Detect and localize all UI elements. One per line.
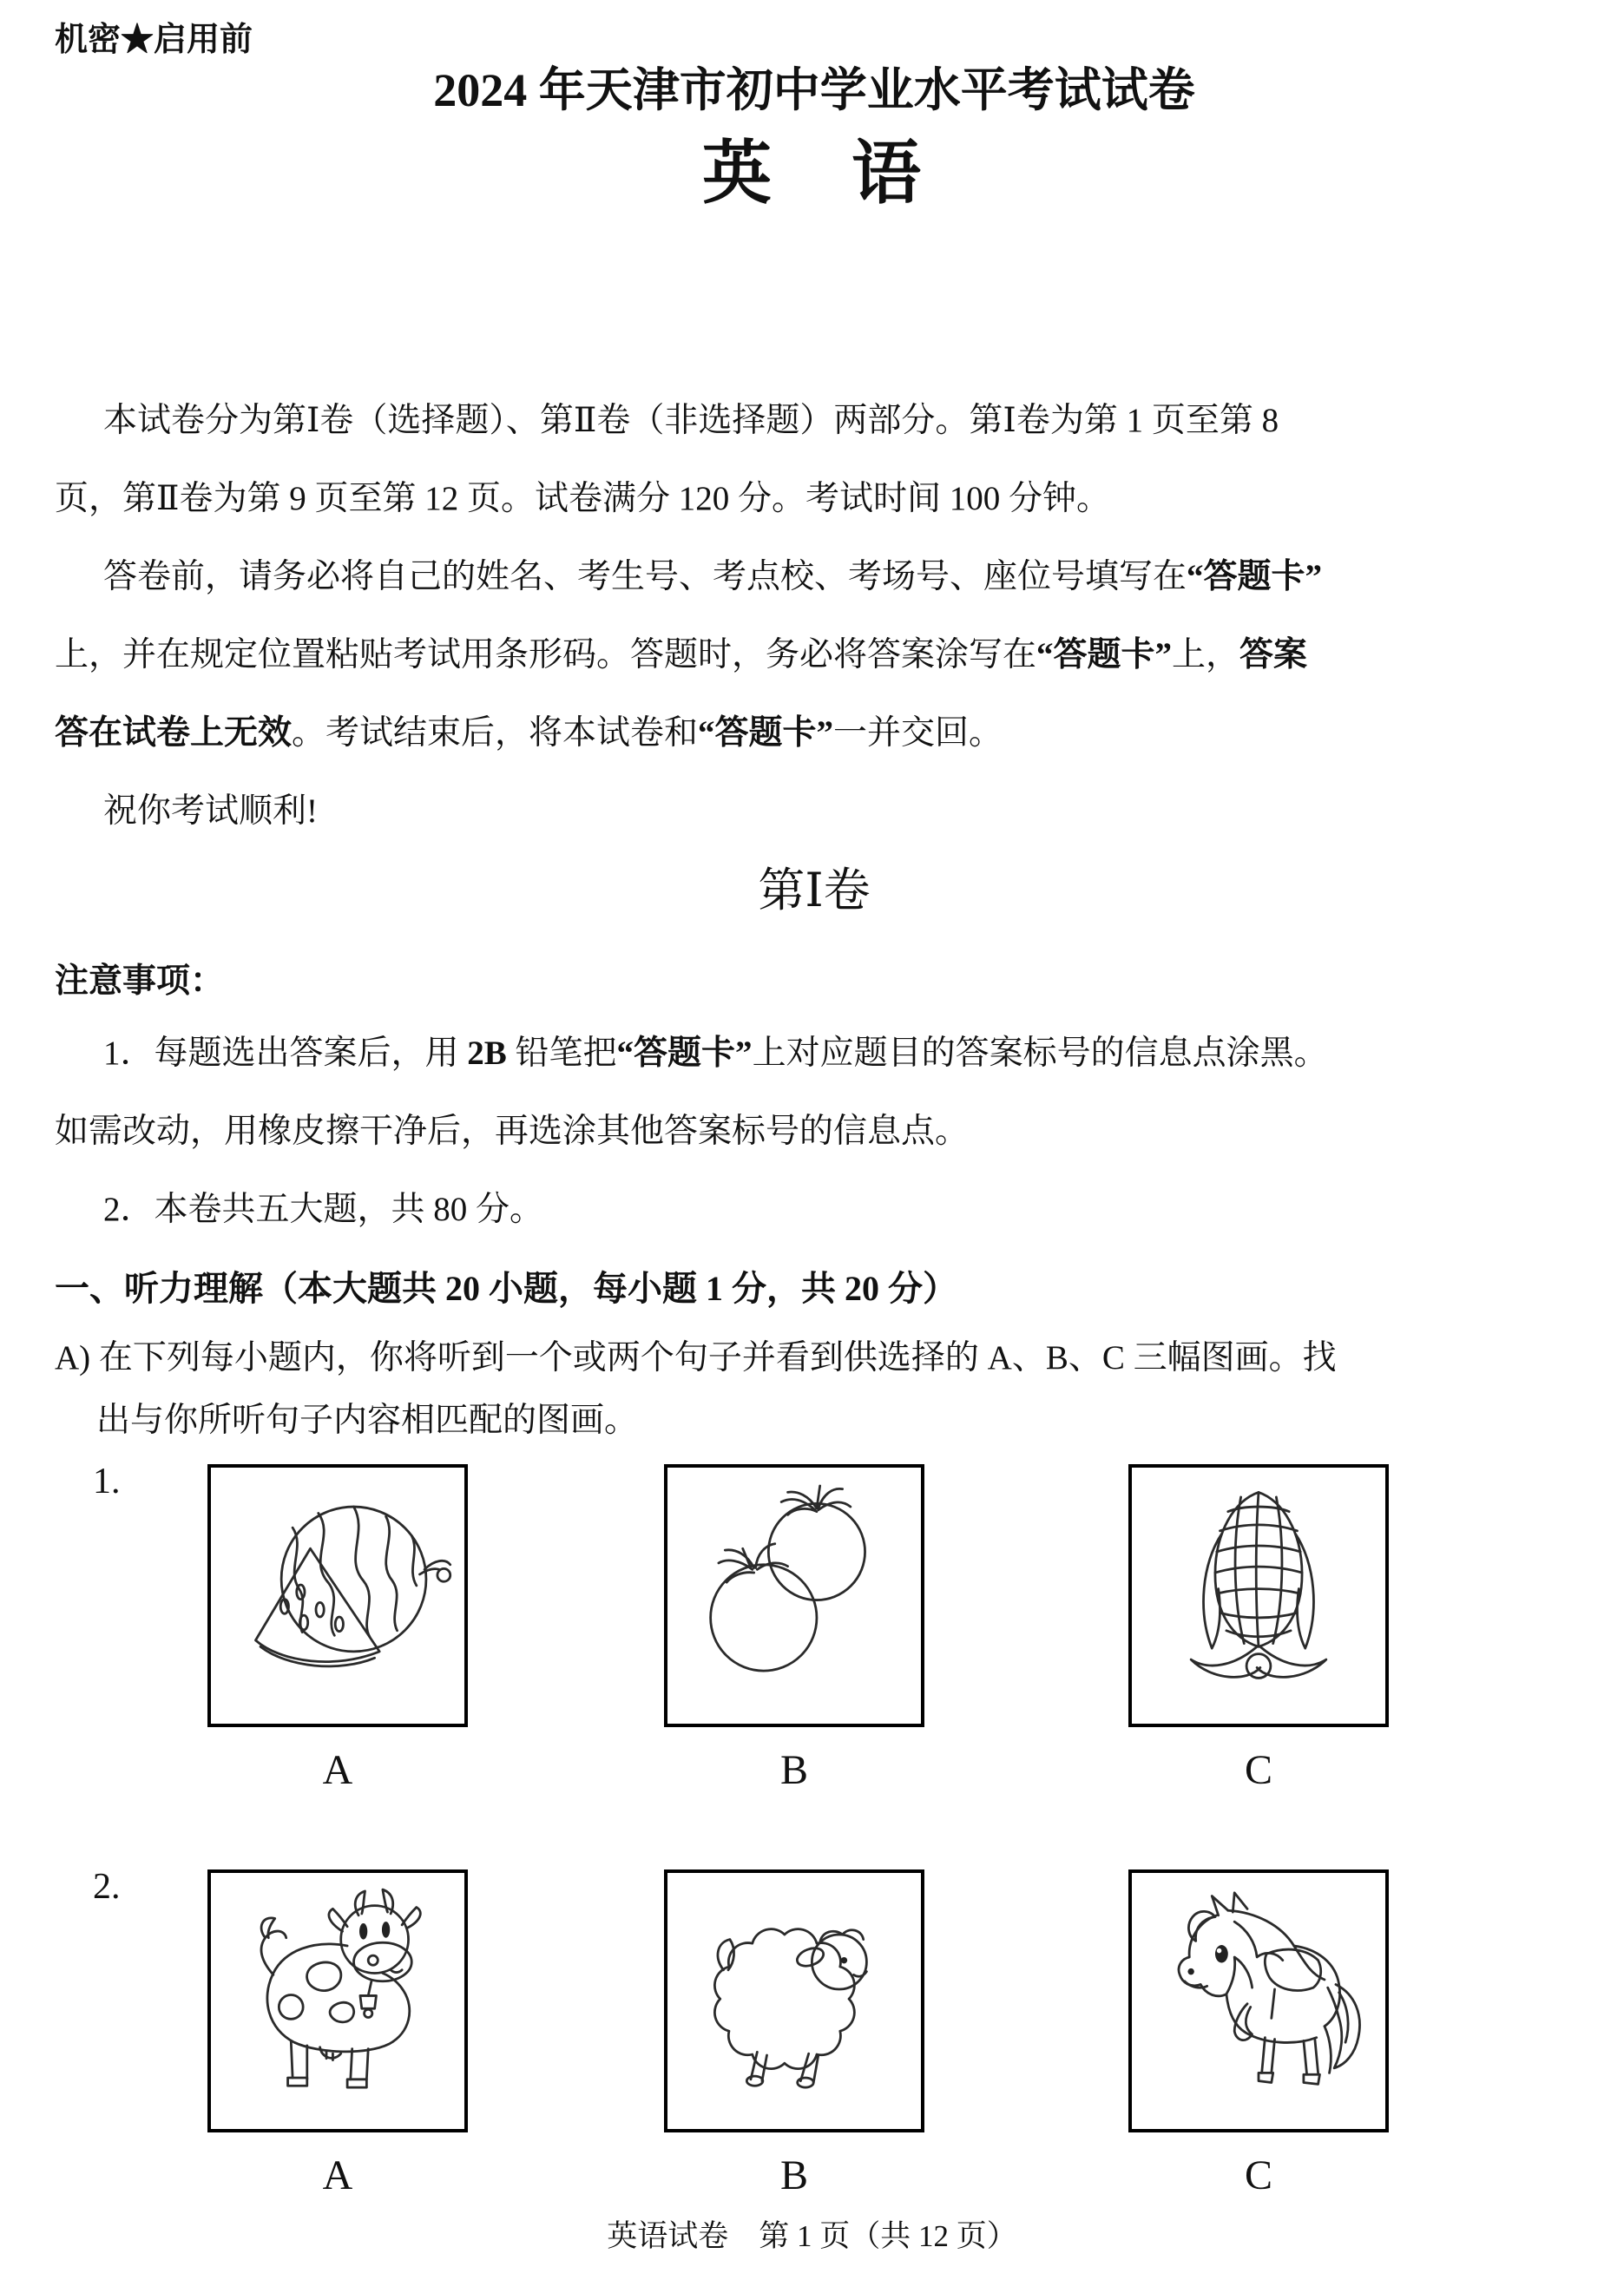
- question-1: [55, 1461, 1574, 1795]
- intro-p2-line2: [55, 616, 1574, 694]
- option-label: A: [322, 2152, 353, 2198]
- question-2-option-b: [664, 1869, 924, 2200]
- option-image-box: [207, 1464, 468, 1727]
- listening-section-heading: 一、听力理解（本大题共 20 小题，每小题 1 分，共 20 分）: [55, 1268, 957, 1308]
- tomatoes-icon: [674, 1475, 915, 1716]
- note1-line1: [55, 1015, 1574, 1093]
- note2-line: 2．本卷共五大题，共 80 分。: [103, 1190, 544, 1228]
- intro-p2-line1: [55, 538, 1574, 616]
- good-luck-line: 祝你考试顺利!: [103, 792, 318, 830]
- note-text: 1．每题选出答案后，用: [103, 1034, 468, 1072]
- notice-heading: 注意事项：: [55, 962, 225, 1000]
- option-label: B: [779, 2152, 808, 2198]
- sheep-icon: [674, 1880, 915, 2121]
- option-image-box: [1128, 1869, 1389, 2132]
- option-label: A: [322, 1746, 353, 1793]
- answer-card-bold: “答题卡”: [1187, 558, 1323, 595]
- answer-card-bold: “答题卡”: [698, 714, 834, 752]
- question-1-option-a: [207, 1464, 468, 1795]
- security-notice: 机密★启用前: [55, 22, 253, 58]
- note-text: 铅笔把: [506, 1034, 617, 1072]
- intro-text: 。考试结束后，将本试卷和: [292, 714, 699, 752]
- intro-text: 上，并在规定位置粘贴考试用条形码。答题时，务必将答案涂写在: [55, 636, 1037, 673]
- exam-title: 2024 年天津市初中学业水平考试试卷: [433, 64, 1195, 116]
- question-2: [55, 1866, 1574, 2200]
- option-image-box: [664, 1869, 924, 2132]
- option-label: C: [1244, 1746, 1272, 1793]
- part-a-line1: A) 在下列每小题内，你将听到一个或两个句子并看到供选择的 A、B、C 三幅图画。找: [55, 1338, 1337, 1377]
- horse-icon: [1138, 1880, 1379, 2121]
- note1-line2: 如需改动，用橡皮擦干净后，再选涂其他答案标号的信息点。: [55, 1112, 970, 1150]
- intro-p2-line3: [55, 694, 1574, 772]
- intro-p1-line1: 本试卷分为第Ⅰ卷（选择题）、第Ⅱ卷（非选择题）两部分。第Ⅰ卷为第 1 页至第 8: [103, 402, 1279, 439]
- question-1-option-c: [1128, 1464, 1389, 1795]
- question-2-option-a: [207, 1869, 468, 2200]
- intro-text: 上，: [1172, 636, 1240, 673]
- option-label: B: [779, 1746, 808, 1793]
- option-label: C: [1244, 2152, 1272, 2198]
- cow-icon: [217, 1880, 458, 2121]
- question-2-option-c: [1128, 1869, 1389, 2200]
- intro-text: 一并交回。: [833, 714, 1003, 752]
- intro-text: 答卷前，请务必将自己的姓名、考生号、考点校、考场号、座位号填写在: [103, 558, 1187, 595]
- option-image-box: [664, 1464, 924, 1727]
- part-a-instructions: [55, 1327, 1574, 1452]
- option-image-box: [1128, 1464, 1389, 1727]
- answer-card-bold: “答题卡”: [616, 1034, 753, 1072]
- question-number: 1.: [93, 1461, 121, 1501]
- page-footer: 英语试卷 第 1 页（共 12 页）: [607, 2219, 1017, 2253]
- answer-card-bold: “答题卡”: [1036, 636, 1173, 673]
- watermelon-icon: [217, 1475, 458, 1716]
- part1-heading: 第Ⅰ卷: [758, 864, 871, 917]
- invalid-answer-bold: 答案: [1239, 636, 1308, 673]
- part-a-line2: 出与你所听句子内容相匹配的图画。: [96, 1401, 639, 1439]
- question-1-option-b: [664, 1464, 924, 1795]
- option-image-box: [207, 1869, 468, 2132]
- question-number: 2.: [93, 1866, 121, 1907]
- corn-icon: [1138, 1475, 1379, 1716]
- intro-p1-line2: 页，第Ⅱ卷为第 9 页至第 12 页。试卷满分 120 分。考试时间 100 分钟。: [55, 480, 1111, 517]
- pencil-2b-bold: 2B: [467, 1034, 507, 1072]
- intro-section: [55, 382, 1574, 851]
- note-text: 上对应题目的答案标号的信息点涂黑。: [752, 1034, 1328, 1072]
- notes-section: [55, 1015, 1574, 1249]
- subject-title: 英 语: [702, 136, 926, 213]
- invalid-answer-bold: 答在试卷上无效: [55, 714, 293, 752]
